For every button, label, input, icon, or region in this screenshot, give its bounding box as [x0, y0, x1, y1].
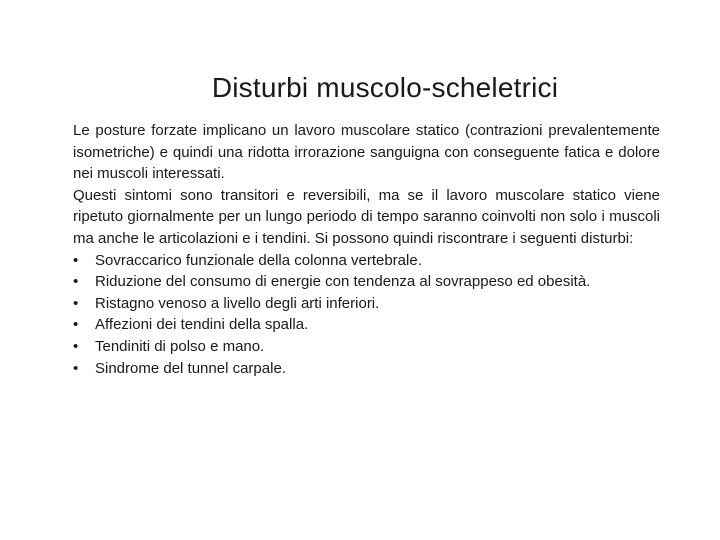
list-item	[73, 336, 660, 358]
bullet-icon: •	[73, 316, 79, 334]
slide-title: Disturbi muscolo-scheletrici	[211, 72, 559, 103]
list-item	[73, 271, 660, 293]
list-item-text: Sindrome del tunnel carpale.	[95, 359, 286, 377]
list-item-text: Tendiniti di polso e mano.	[95, 337, 265, 355]
list-item-text: Ristagno venoso a livello degli arti inferiori.	[95, 294, 380, 312]
paragraph-symptoms: Questi sintomi sono transitori e reversibili, ma se il lavoro muscolare statico viene ripetuto giornalmente per un lungo periodo di tempo saranno coinvolti non solo i muscoli ma anche le articolazioni e i tendini. Si possono quindi riscontrare i seguenti disturbi:	[73, 186, 660, 247]
disorders-list	[73, 250, 660, 380]
list-item-text: Sovraccarico funzionale della colonna vertebrale.	[95, 251, 422, 269]
bullet-icon: •	[73, 294, 79, 312]
list-item-text: Riduzione del consumo di energie con tendenza al sovrappeso ed obesità.	[95, 273, 591, 291]
bullet-icon: •	[73, 273, 79, 291]
slide-body	[73, 120, 660, 379]
list-item	[73, 250, 660, 272]
paragraph-intro: Le posture forzate implicano un lavoro muscolare statico (contrazioni prevalentemente isometriche) e quindi una ridotta irrorazione sanguigna con conseguente fatica e dolore nei muscoli interessati.	[73, 122, 660, 183]
list-item	[73, 314, 660, 336]
bullet-icon: •	[73, 251, 79, 269]
list-item-text: Affezioni dei tendini della spalla.	[95, 316, 309, 334]
list-item	[73, 358, 660, 380]
list-item	[73, 293, 660, 315]
bullet-icon: •	[73, 337, 79, 355]
bullet-icon: •	[73, 359, 79, 377]
